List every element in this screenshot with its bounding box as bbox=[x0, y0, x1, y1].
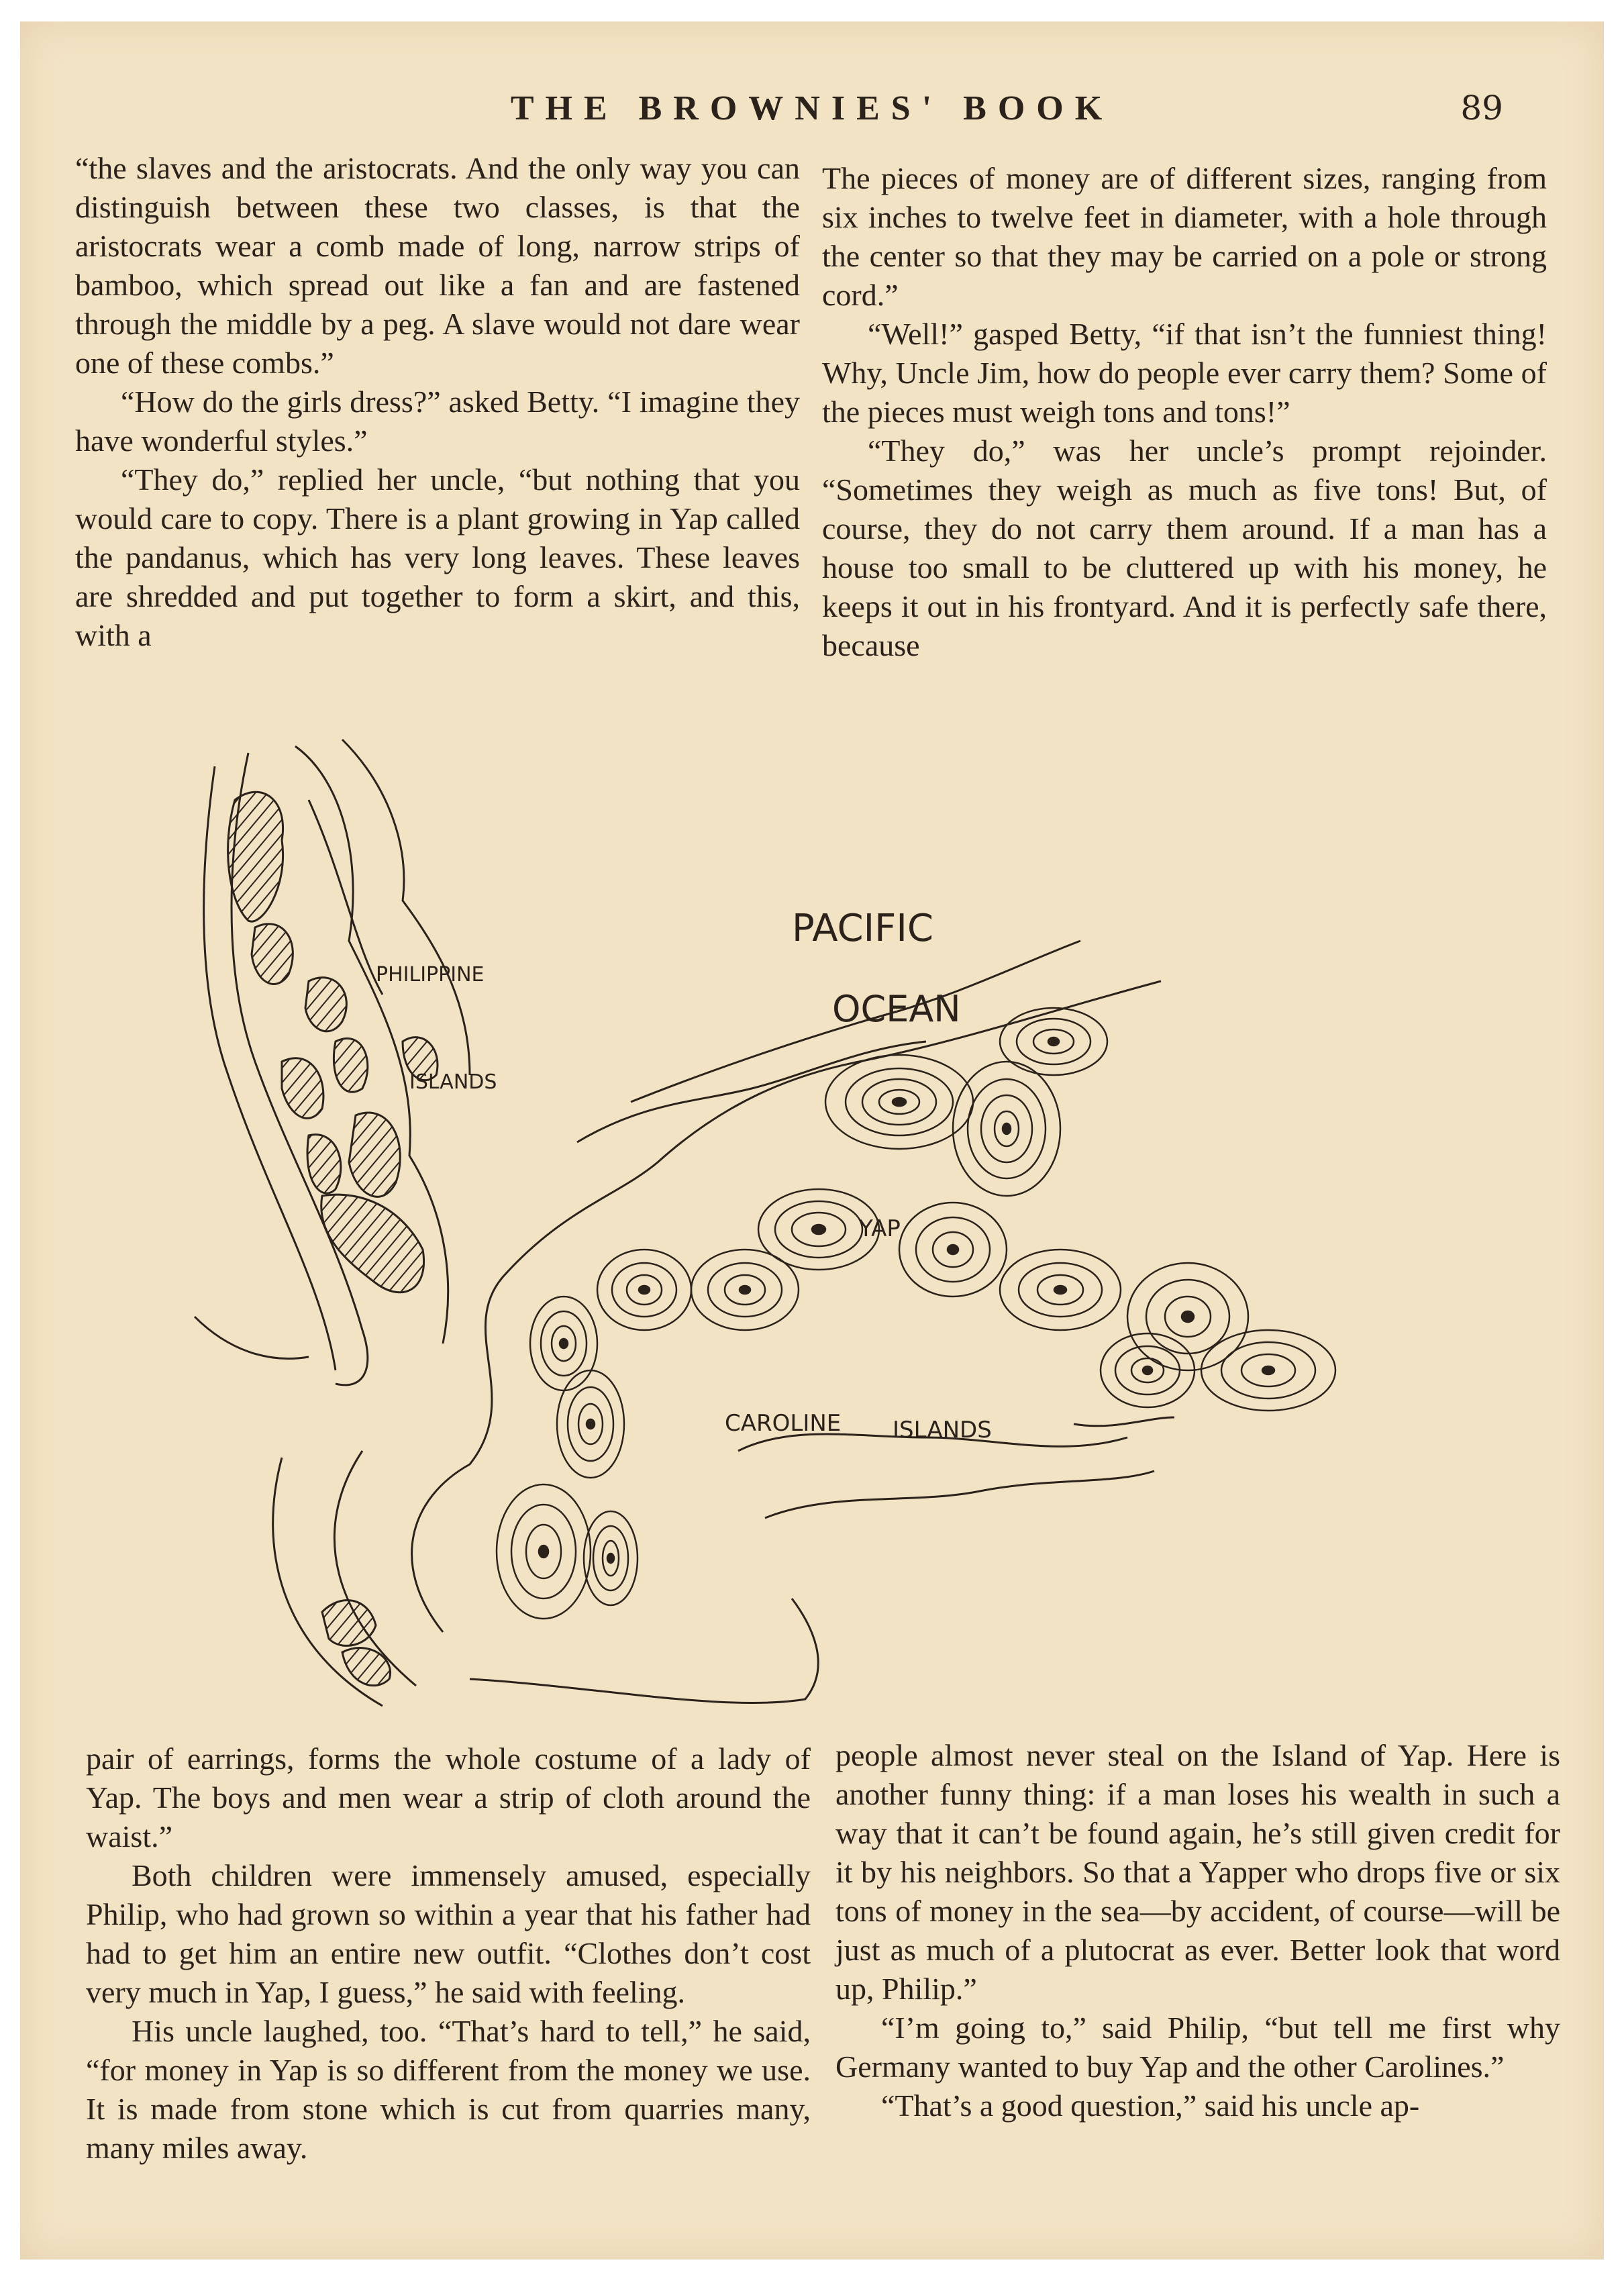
map-illustration bbox=[188, 726, 1450, 1726]
page-number: 89 bbox=[1460, 89, 1503, 128]
caroline-islands bbox=[497, 1008, 1335, 1619]
paragraph: “They do,” was her uncle’s prompt rejoinder. “Sometimes they weigh as much as five tons! But, of course, they do not carry them around. If a man has a house too small to be cluttered up with his money, he keeps it out in his frontyard. And it is perfectly safe there, because bbox=[822, 434, 1547, 662]
map-label-pacific: PACIFIC bbox=[792, 907, 933, 950]
paragraph: “They do,” replied her uncle, “but nothing that you would care to copy. There is a plant growing in Yap called the pandanus, which has very long leaves. These leaves are shredded and put together to form a skirt, and this, with a bbox=[75, 462, 800, 652]
map-label-islands-philippine: ISLANDS bbox=[409, 1070, 497, 1094]
running-title: THE BROWNIES' BOOK bbox=[510, 89, 1114, 128]
map-label-islands-caroline: ISLANDS bbox=[893, 1417, 992, 1443]
paragraph: His uncle laughed, too. “That’s hard to tell,” he said, “for money in Yap is so different from the money we use. It is made from stone which is cut from quarries many, many miles away. bbox=[86, 2014, 811, 2165]
paragraph: people almost never steal on the Island of Yap. Here is another funny thing: if a man loses his wealth in such a way that it can’t be found again, he’s still given credit for it by his neighbors. So that a Yapper who drops five or six tons of money in the sea—by accident, of course—will be just as much of a plutocrat as ever. Better look that word up, Philip.” bbox=[835, 1738, 1560, 2006]
paragraph: “I’m going to,” said Philip, “but tell me first why Germany wanted to buy Yap and the other Carolines.” bbox=[835, 2011, 1560, 2084]
paragraph: “That’s a good question,” said his uncle ap- bbox=[881, 2088, 1420, 2123]
text-column-top-left bbox=[75, 149, 800, 655]
magazine-page bbox=[20, 21, 1604, 2260]
yap-region-map bbox=[188, 726, 1450, 1726]
page-header bbox=[20, 89, 1604, 142]
text-column-bottom-right bbox=[835, 1736, 1560, 2125]
map-label-caroline: CAROLINE bbox=[725, 1410, 842, 1437]
paragraph: “How do the girls dress?” asked Betty. “I imagine they have wonderful styles.” bbox=[75, 385, 800, 458]
paragraph: “the slaves and the aristocrats. And the only way you can distinguish between these two classes, is that the aristocrats wear a comb made of long, narrow strips of bamboo, which spread out like a fan and are fastened through the middle by a peg. A slave would not dare wear one of these combs.” bbox=[75, 151, 800, 380]
text-column-bottom-left bbox=[86, 1739, 811, 2168]
paragraph: “Well!” gasped Betty, “if that isn’t the funniest thing! Why, Uncle Jim, how do people ever carry them? Some of the pieces must weigh tons and tons!” bbox=[822, 317, 1547, 429]
map-label-ocean: OCEAN bbox=[832, 988, 961, 1030]
philippine-islands bbox=[228, 792, 438, 1685]
map-label-philippine: PHILIPPINE bbox=[376, 963, 485, 986]
map-label-yap: YAP bbox=[859, 1215, 901, 1242]
paragraph: pair of earrings, forms the whole costume of a lady of Yap. The boys and men wear a strip of cloth around the waist.” bbox=[86, 1741, 811, 1854]
paragraph: The pieces of money are of different sizes, ranging from six inches to twelve feet in diameter, with a hole through the center so that they may be carried on a pole or strong cord.” bbox=[822, 161, 1547, 312]
text-column-top-right bbox=[822, 159, 1547, 665]
paragraph: Both children were immensely amused, especially Philip, who had grown so within a year that his father had had to get him an entire new outfit. “Clothes don’t cost very much in Yap, I guess,” he said with feeling. bbox=[86, 1858, 811, 2009]
